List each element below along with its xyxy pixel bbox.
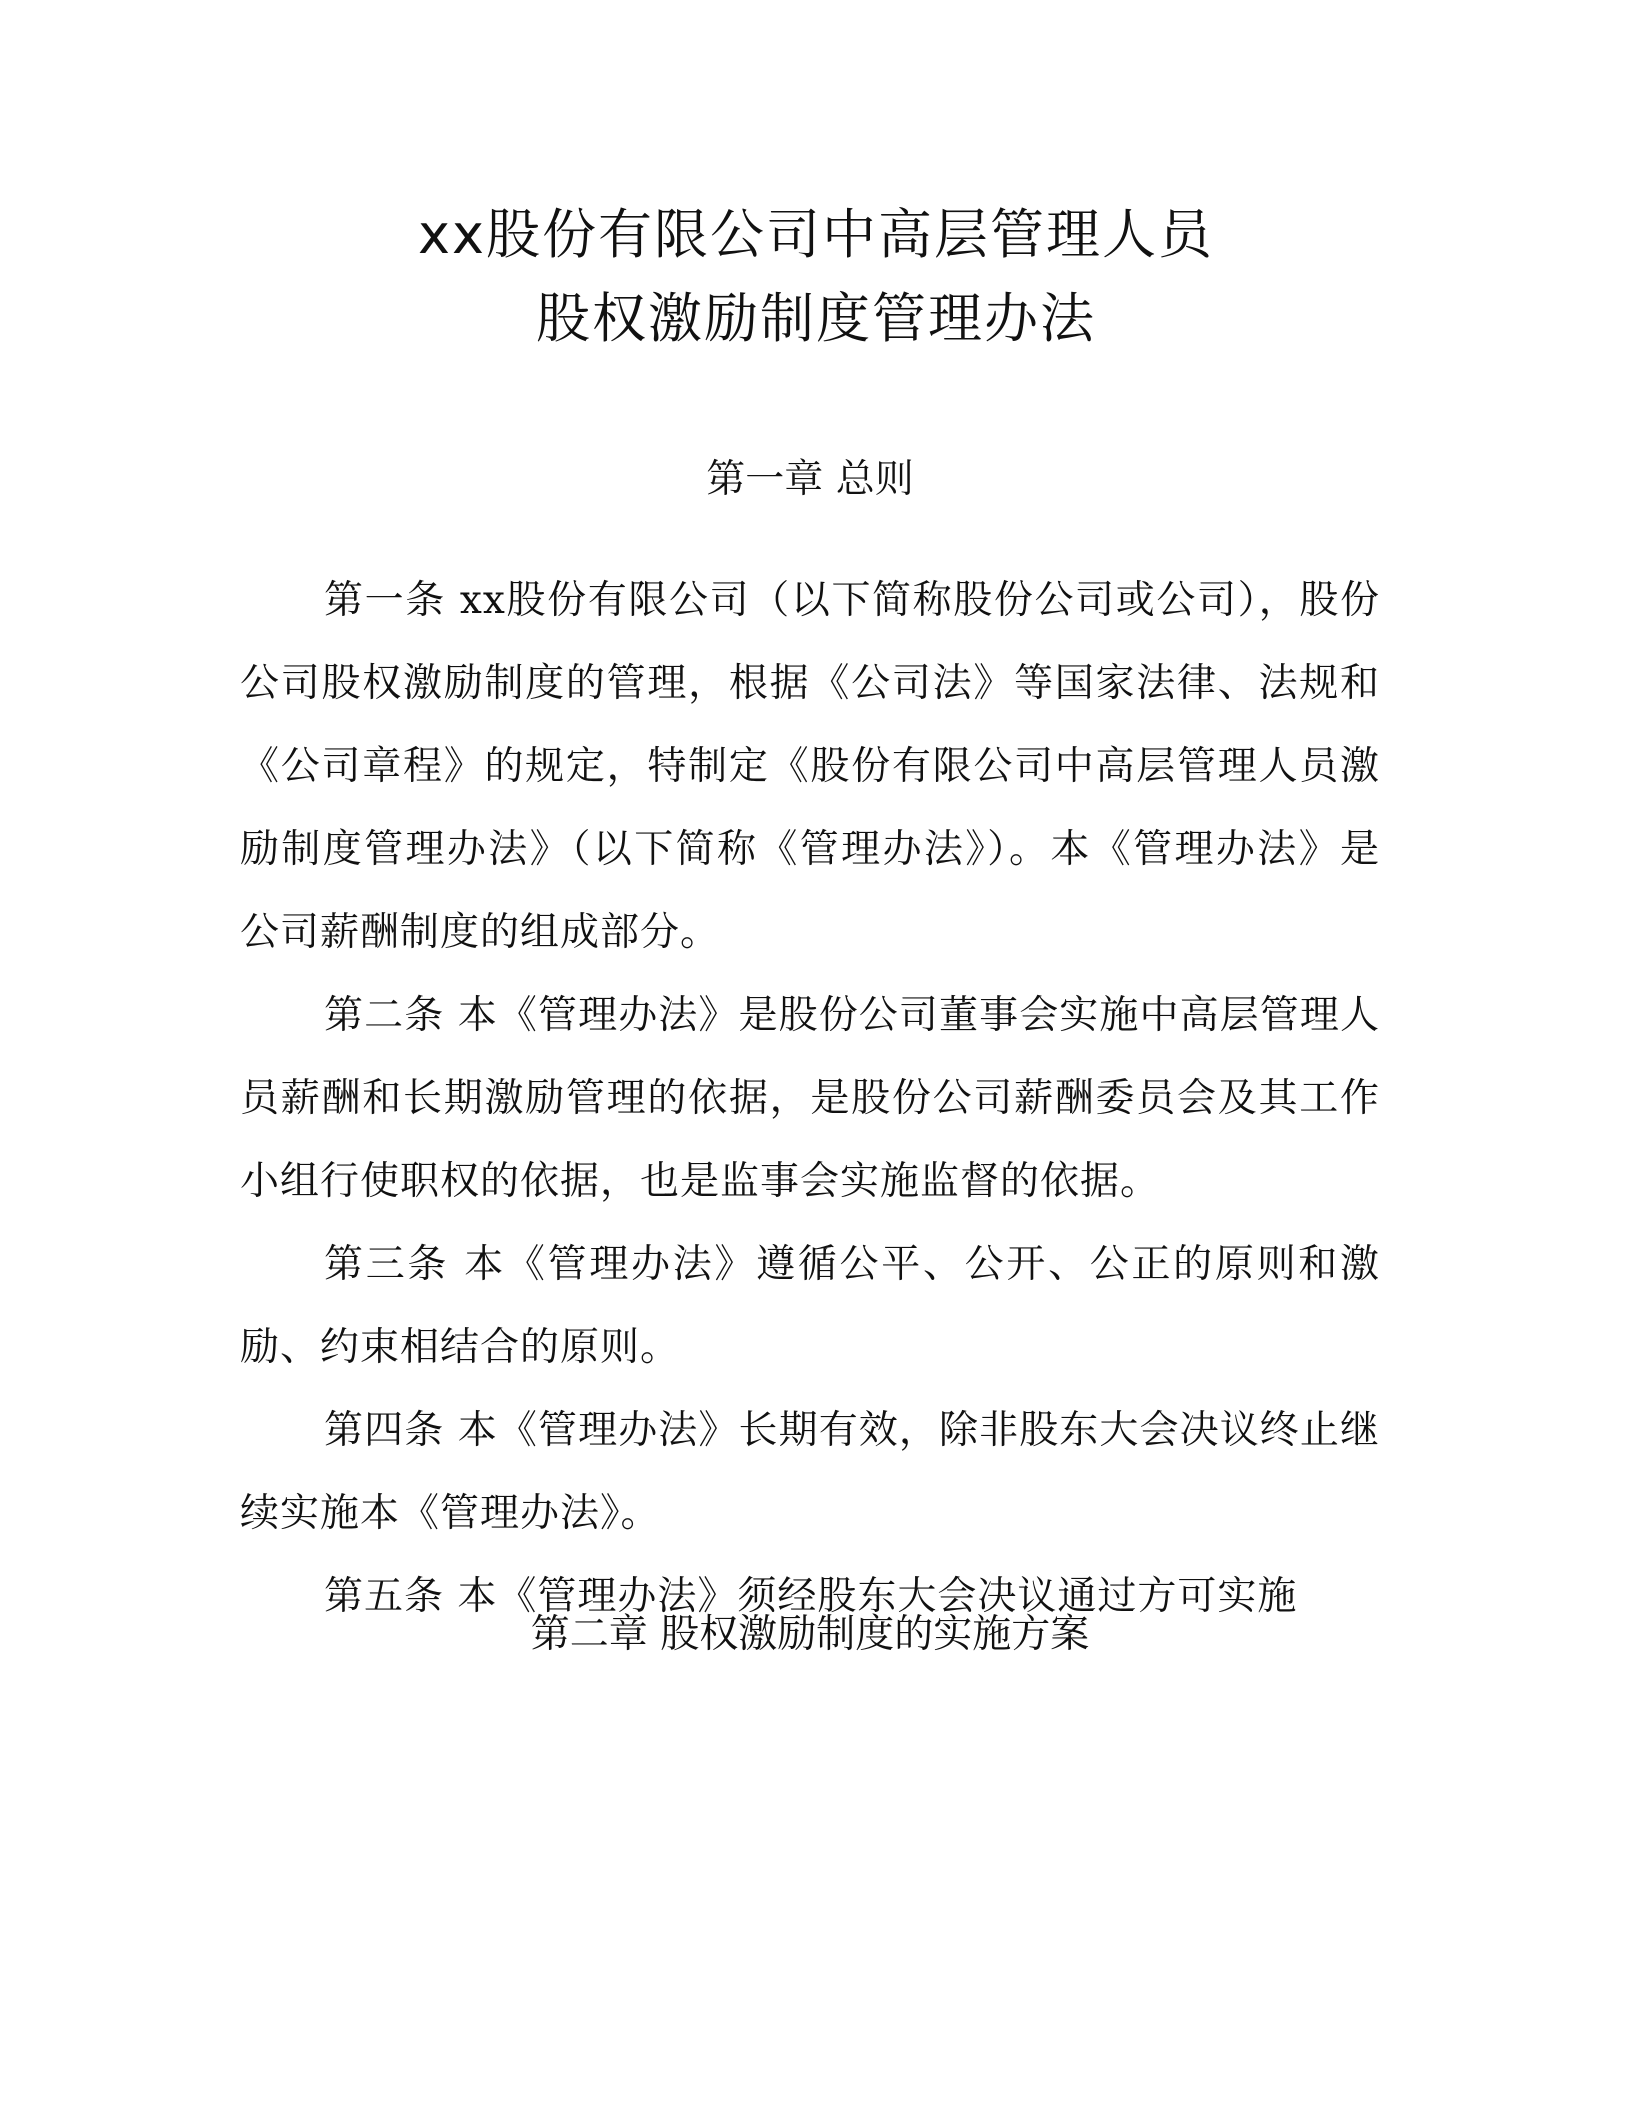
article-paragraph: 第三条 本《管理办法》遵循公平、公开、公正的原则和激励、约束相结合的原则。 (240, 1242, 1380, 1370)
document-title-line-1: xx股份有限公司中高层管理人员 (418, 203, 1214, 266)
article-paragraph: 第四条 本《管理办法》长期有效，除非股东大会决议终止继续实施本《管理办法》。 (240, 1408, 1380, 1536)
chapter-heading: 第一章 总则 (706, 457, 914, 502)
article-paragraph: 第五条 本《管理办法》须经股东大会决议通过方可实施 (324, 1574, 1298, 1619)
chapter-heading: 第二章 股权激励制度的实施方案 (530, 1612, 1090, 1657)
article-paragraph: 第一条 xx股份有限公司（以下简称股份公司或公司），股份公司股权激励制度的管理，根据《公司法》等国家法律、法规和《公司章程》的规定，特制定《股份有限公司中高层管理人员激励制度管理办法》（以下简称《管理办法》）。本《管理办法》是公司薪酬制度的组成部分。 (240, 578, 1380, 955)
article-paragraph: 第二条 本《管理办法》是股份公司董事会实施中高层管理人员薪酬和长期激励管理的依据，是股份公司薪酬委员会及其工作小组行使职权的依据，也是监事会实施监督的依据。 (240, 993, 1380, 1204)
document-title-line-2: 股权激励制度管理办法 (536, 287, 1096, 350)
